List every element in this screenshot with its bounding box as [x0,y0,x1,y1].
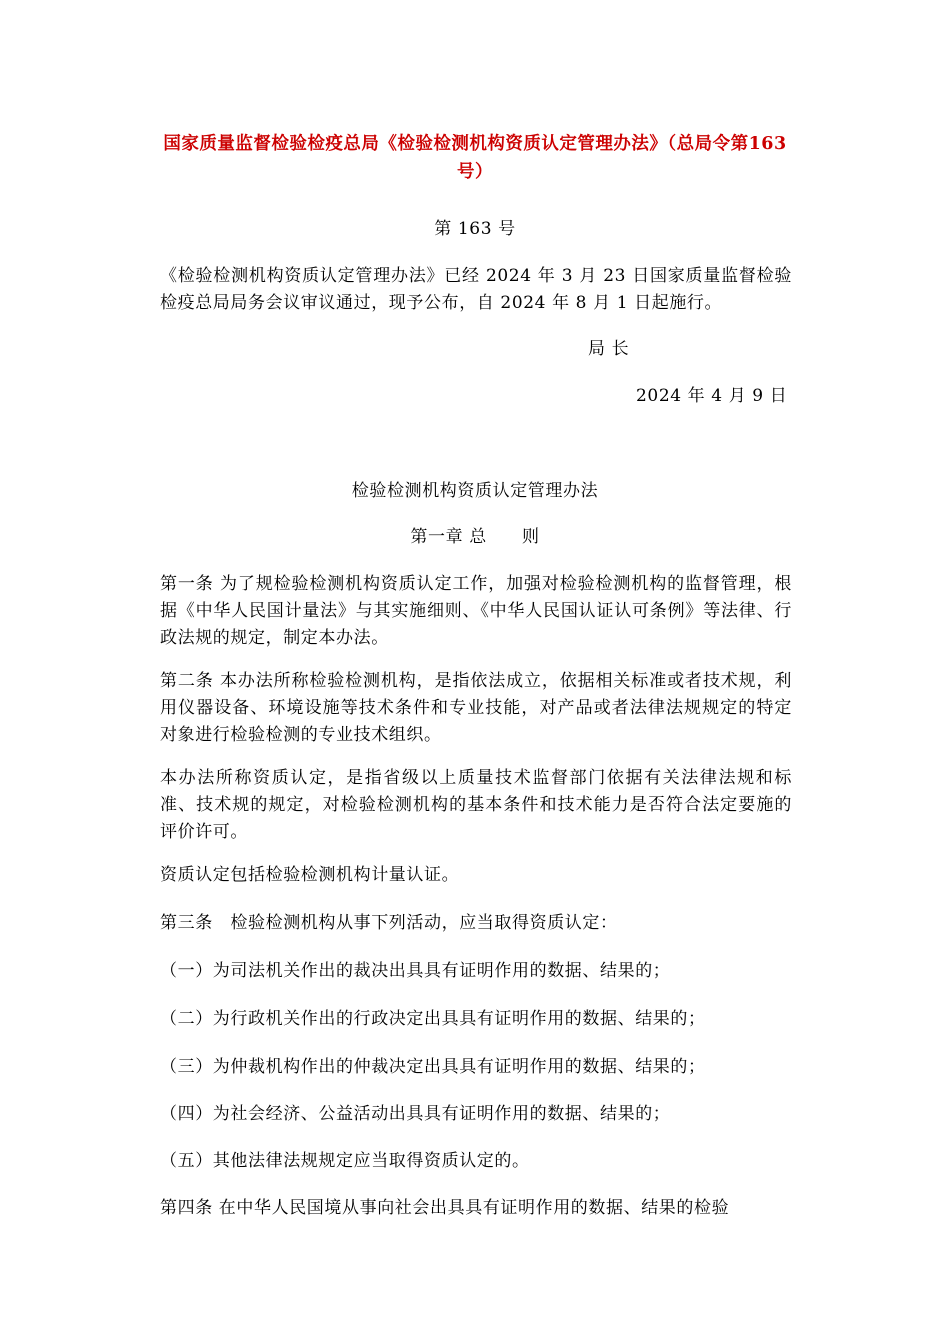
article-1: 第一条 为了规检验检测机构资质认定工作，加强对检验检测机构的监督管理，根据《中华人民国计量法》与其实施细则、《中华人民国认证认可条例》等法律、行政法规的规定，制定本办法。 [160,574,792,648]
list-item: （三）为仲裁机构作出的仲裁决定出具具有证明作用的数据、结果的； [160,1057,706,1077]
paragraph-includes: 资质认定包括检验检测机构计量认证。 [160,865,460,885]
paragraph-qualification: 本办法所称资质认定，是指省级以上质量技术监督部门依据有关法律法规和标准、技术规的规定，对检验检测机构的基本条件和技术能力是否符合法定要施的评价许可。 [160,768,792,842]
regulation-name: 检验检测机构资质认定管理办法 [351,481,599,501]
article-3: 第三条 检验检测机构从事下列活动，应当取得资质认定： [160,913,618,933]
decree-date: 2024 年 4 月 9 日 [636,386,788,406]
decree-intro: 《检验检测机构资质认定管理办法》已经 2024 年 3 月 23 日国家质量监督检验检疫总局局务会议审议通过，现予公布，自 2024 年 8 月 1 日起施行。 [160,266,792,313]
chapter-heading: 第一章 总 则 [410,527,540,547]
list-item: （一）为司法机关作出的裁决出具具有证明作用的数据、结果的； [160,961,671,981]
list-item: （五）其他法律法规规定应当取得资质认定的。 [160,1151,530,1171]
document-title: 国家质量监督检验检疫总局《检验检测机构资质认定管理办法》（总局令第163号） [163,134,787,182]
decree-number: 第 163 号 [434,219,516,239]
list-item: （四）为社会经济、公益活动出具具有证明作用的数据、结果的； [160,1104,671,1124]
list-item: （二）为行政机关作出的行政决定出具具有证明作用的数据、结果的； [160,1009,706,1029]
article-2: 第二条 本办法所称检验检测机构，是指依法成立，依据相关标准或者技术规，利用仪器设备、环境设施等技术条件和专业技能，对产品或者法律法规规定的特定对象进行检验检测的专业技术组织。 [160,671,792,745]
article-4: 第四条 在中华人民国境从事向社会出具具有证明作用的数据、结果的检验 [160,1198,730,1218]
signer-title: 局 长 [588,339,630,359]
